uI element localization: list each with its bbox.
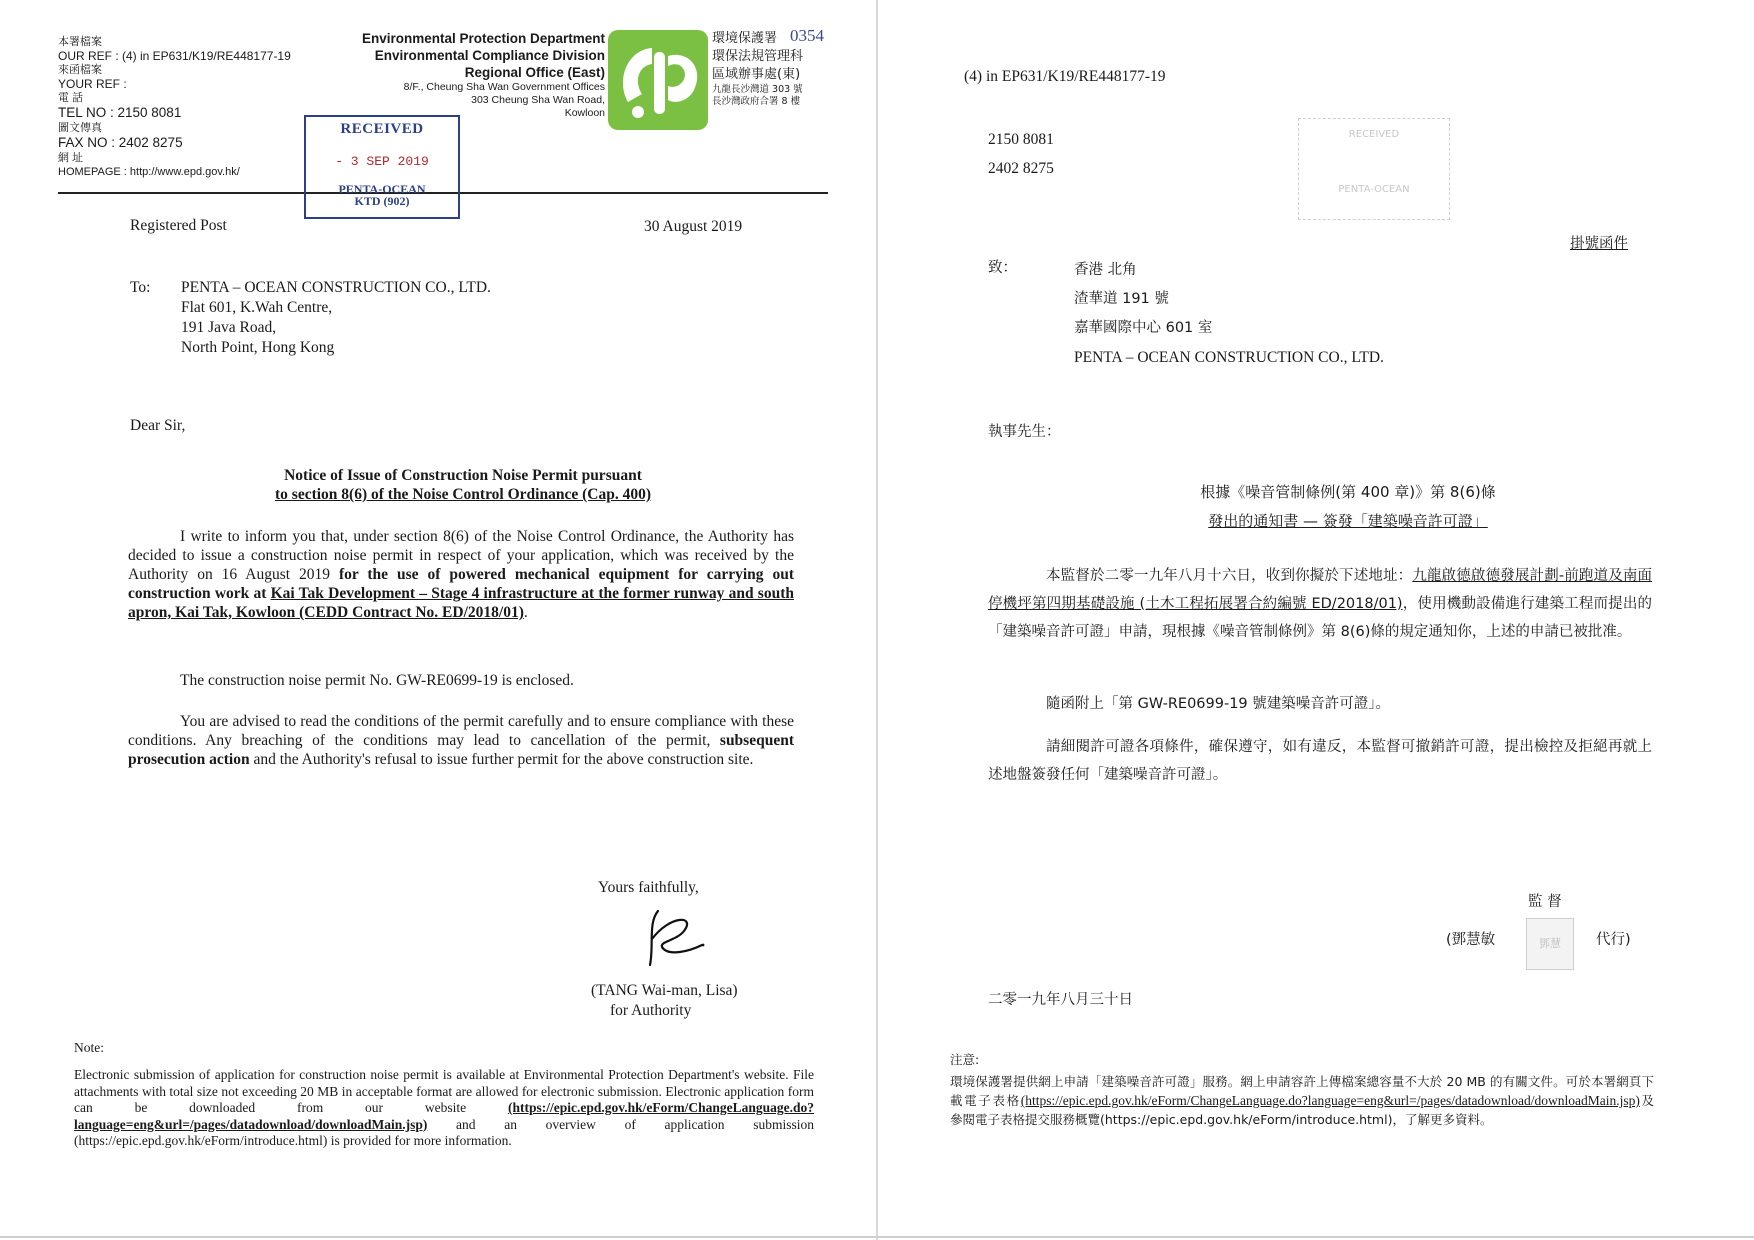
our-ref-cn: 本署檔案 <box>58 36 102 48</box>
received-stamp <box>304 115 460 219</box>
office-address-cn-1: 九龍長沙灣道 303 號 <box>712 84 803 95</box>
subject-line-2: 發出的通知書 — 簽發「建築噪音許可證」 <box>1208 512 1488 530</box>
office-address-cn-2: 長沙灣政府合署 8 樓 <box>712 96 801 107</box>
your-ref: YOUR REF : <box>58 77 127 91</box>
signature-seal: 鄧慧 <box>1526 918 1574 970</box>
address-line: PENTA – OCEAN CONSTRUCTION CO., LTD. <box>1074 349 1384 366</box>
stamp-company: PENTA-OCEAN <box>338 182 426 196</box>
recipient-address <box>1074 256 1384 372</box>
recipient-address <box>181 278 491 358</box>
address-line: 嘉華國際中心 601 室 <box>1074 320 1213 336</box>
for-authority: for Authority <box>610 1002 692 1019</box>
note-download-link[interactable]: (https://epic.epd.gov.hk/eForm/ChangeLanguage.do?language=eng&url=/pages/datadownload/downloadMain.jsp) <box>74 1100 814 1132</box>
note-label: 注意: <box>950 1052 980 1067</box>
signature <box>640 905 720 975</box>
note-download-link[interactable]: (https://epic.epd.gov.hk/eForm/ChangeLanguage.do?language=eng&url=/pages/datadownload/downloadMain.jsp) <box>1020 1093 1640 1108</box>
tel-number: TEL NO : 2150 8081 <box>58 105 182 120</box>
address-line: 渣華道 191 號 <box>1074 291 1169 307</box>
english-letter-page <box>0 0 876 1240</box>
signatory-name: (TANG Wai-man, Lisa) <box>591 982 738 999</box>
document-number: 0354 <box>790 26 824 45</box>
your-ref-cn: 來函檔案 <box>58 64 102 76</box>
bottom-border <box>0 1236 1754 1238</box>
address-line: North Point, Hong Kong <box>181 339 335 356</box>
letter-date: 二零一九年八月三十日 <box>988 992 1133 1008</box>
subject-line-2: to section 8(6) of the Noise Control Ordinance (Cap. 400) <box>275 486 651 503</box>
para1-site: Kai Tak Development – Stage 4 infrastructure at the former runway and south apron, Kai Tak, Kowloon (CEDD Contract No. ED/2018/01) <box>128 585 794 621</box>
note-end: and an overview of application submission (https://epic.epd.gov.hk/eForm/introduce.html) is provided for more information. <box>74 1116 814 1148</box>
para3-end: and the Authority's refusal to issue further permit for the above construction site. <box>249 751 754 768</box>
salutation: 執事先生： <box>988 424 1061 440</box>
subject <box>130 466 796 504</box>
paragraph-3 <box>128 712 794 769</box>
paragraph-3: 請細閱許可證各項條件，確保遵守，如有違反，本監督可撤銷許可證，提出檢控及拒絕再就上述地盤簽發任何「建築噪音許可證」。 <box>988 739 1652 783</box>
faint-stamp-line1: RECEIVED <box>1348 129 1400 140</box>
address-line: PENTA – OCEAN CONSTRUCTION CO., LTD. <box>181 279 491 296</box>
office-name: Regional Office (East) <box>464 65 605 80</box>
paragraph-2: The construction noise permit No. GW-RE0699-19 is enclosed. <box>180 672 574 689</box>
para1-bold: for the use of powered mechanical equipment for carrying out construction work at <box>128 566 794 602</box>
address-line: Flat 601, K.Wah Centre, <box>181 299 333 316</box>
paragraph-2: 隨函附上「第 GW-RE0699-19 號建築噪音許可證」。 <box>1046 696 1391 712</box>
subject <box>1078 478 1618 536</box>
address-line: 191 Java Road, <box>181 319 277 336</box>
note-text <box>950 1072 1654 1129</box>
supervisor-title: 監 督 <box>1528 894 1562 910</box>
post-type: 掛號函件 <box>1570 236 1628 252</box>
office-address-1: 8/F., Cheung Sha Wan Government Offices <box>403 81 605 93</box>
paragraph-1 <box>128 527 794 622</box>
dept-name-cn: 環境保護署 <box>712 31 778 46</box>
note-end: 及參閱電子表格提交服務概覽(https://epic.epd.gov.hk/eForm/introduce.html)，了解更多資料。 <box>950 1093 1654 1127</box>
web-cn: 網 址 <box>58 152 84 164</box>
office-name-cn: 區域辦事處(東) <box>712 67 801 82</box>
note-label: Note: <box>74 1040 104 1055</box>
fax-cn: 圖文傳真 <box>58 122 102 134</box>
para1-end: ，使用機動設備進行建築工程而提出的「建築噪音許可證」申請，現根據《噪音管制條例》第 8(6)條的規定通知你，上述的申請已被批准。 <box>988 596 1653 640</box>
to-label: 致： <box>988 260 1017 276</box>
stamp-code: KTD (902) <box>354 194 410 208</box>
reference-block <box>58 35 291 179</box>
office-address-2: 303 Cheung Sha Wan Road, <box>471 94 605 106</box>
faint-received-stamp <box>1298 118 1450 220</box>
address-line: 香港 北角 <box>1074 262 1137 278</box>
para1-text: I write to inform you that, under section 8(6) of the Noise Control Ordinance, the Authority has decided to issue a construction noise permit in respect of your application, which was received by the Authority on 16 August 2019 <box>128 528 794 583</box>
closing: Yours faithfully, <box>598 879 699 896</box>
fax-number: FAX NO : 2402 8275 <box>58 135 183 150</box>
salutation: Dear Sir, <box>130 417 186 434</box>
subject-line-1: 根據《噪音管制條例(第 400 章)》第 8(6)條 <box>1200 483 1496 501</box>
dept-name: Environmental Protection Department <box>361 31 605 46</box>
epd-logo <box>608 30 708 130</box>
division-name: Environmental Compliance Division <box>374 48 605 63</box>
acting-name: (鄧慧敏 <box>1446 932 1496 948</box>
fax-number: 2402 8275 <box>988 160 1054 177</box>
homepage: HOMEPAGE : http://www.epd.gov.hk/ <box>58 166 240 178</box>
letter-date: 30 August 2019 <box>644 218 743 235</box>
para1-end: . <box>523 604 528 621</box>
to-label: To: <box>130 279 151 296</box>
note-text <box>74 1067 814 1150</box>
note-body: 環境保護署提供網上申請「建築噪音許可證」服務。網上申請容許上傳檔案總容量不大於 20 MB 的有關文件。可於本署網頁下載電子表格 <box>950 1074 1654 1108</box>
para3-text: You are advised to read the conditions of the permit carefully and to ensure compliance with these conditions. Any breaching of the conditions may lead to cancellation of the permit, <box>128 713 794 749</box>
division-name-cn: 環保法規管理科 <box>712 49 804 64</box>
faint-stamp-line2: PENTA-OCEAN <box>1338 184 1410 195</box>
stamp-date: - 3 SEP 2019 <box>335 154 429 169</box>
note-body: Electronic submission of application for construction noise permit is available at Environmental Protection Department's website. File attachments with total size not exceeding 20 MB in acceptable format are allowed for electronic submission. Electronic application form can be downloaded from our website <box>74 1067 814 1115</box>
office-address-3: Kowloon <box>564 107 605 119</box>
para1-text: 本監督於二零一九年八月十六日，收到你擬於下述地址： <box>1046 568 1413 584</box>
acting-suffix: 代行) <box>1596 932 1631 948</box>
stamp-received: RECEIVED <box>340 121 424 137</box>
tel-cn: 電 話 <box>58 92 84 104</box>
post-type: Registered Post <box>130 217 227 234</box>
reference-number: (4) in EP631/K19/RE448177-19 <box>964 68 1166 85</box>
tel-number: 2150 8081 <box>988 131 1054 148</box>
chinese-letter-page <box>878 0 1754 1240</box>
department-block <box>300 30 605 120</box>
para1-site: 九龍啟德啟德發展計劃-前跑道及南面停機坪第四期基礎設施 (土木工程拓展署合約編號 ED/2018/01) <box>988 568 1653 612</box>
subject-line-1: Notice of Issue of Construction Noise Permit pursuant <box>284 467 642 484</box>
our-ref: OUR REF : (4) in EP631/K19/RE448177-19 <box>58 49 291 63</box>
para3-bold: subsequent prosecution action <box>128 732 794 768</box>
paragraph-1 <box>988 562 1652 646</box>
